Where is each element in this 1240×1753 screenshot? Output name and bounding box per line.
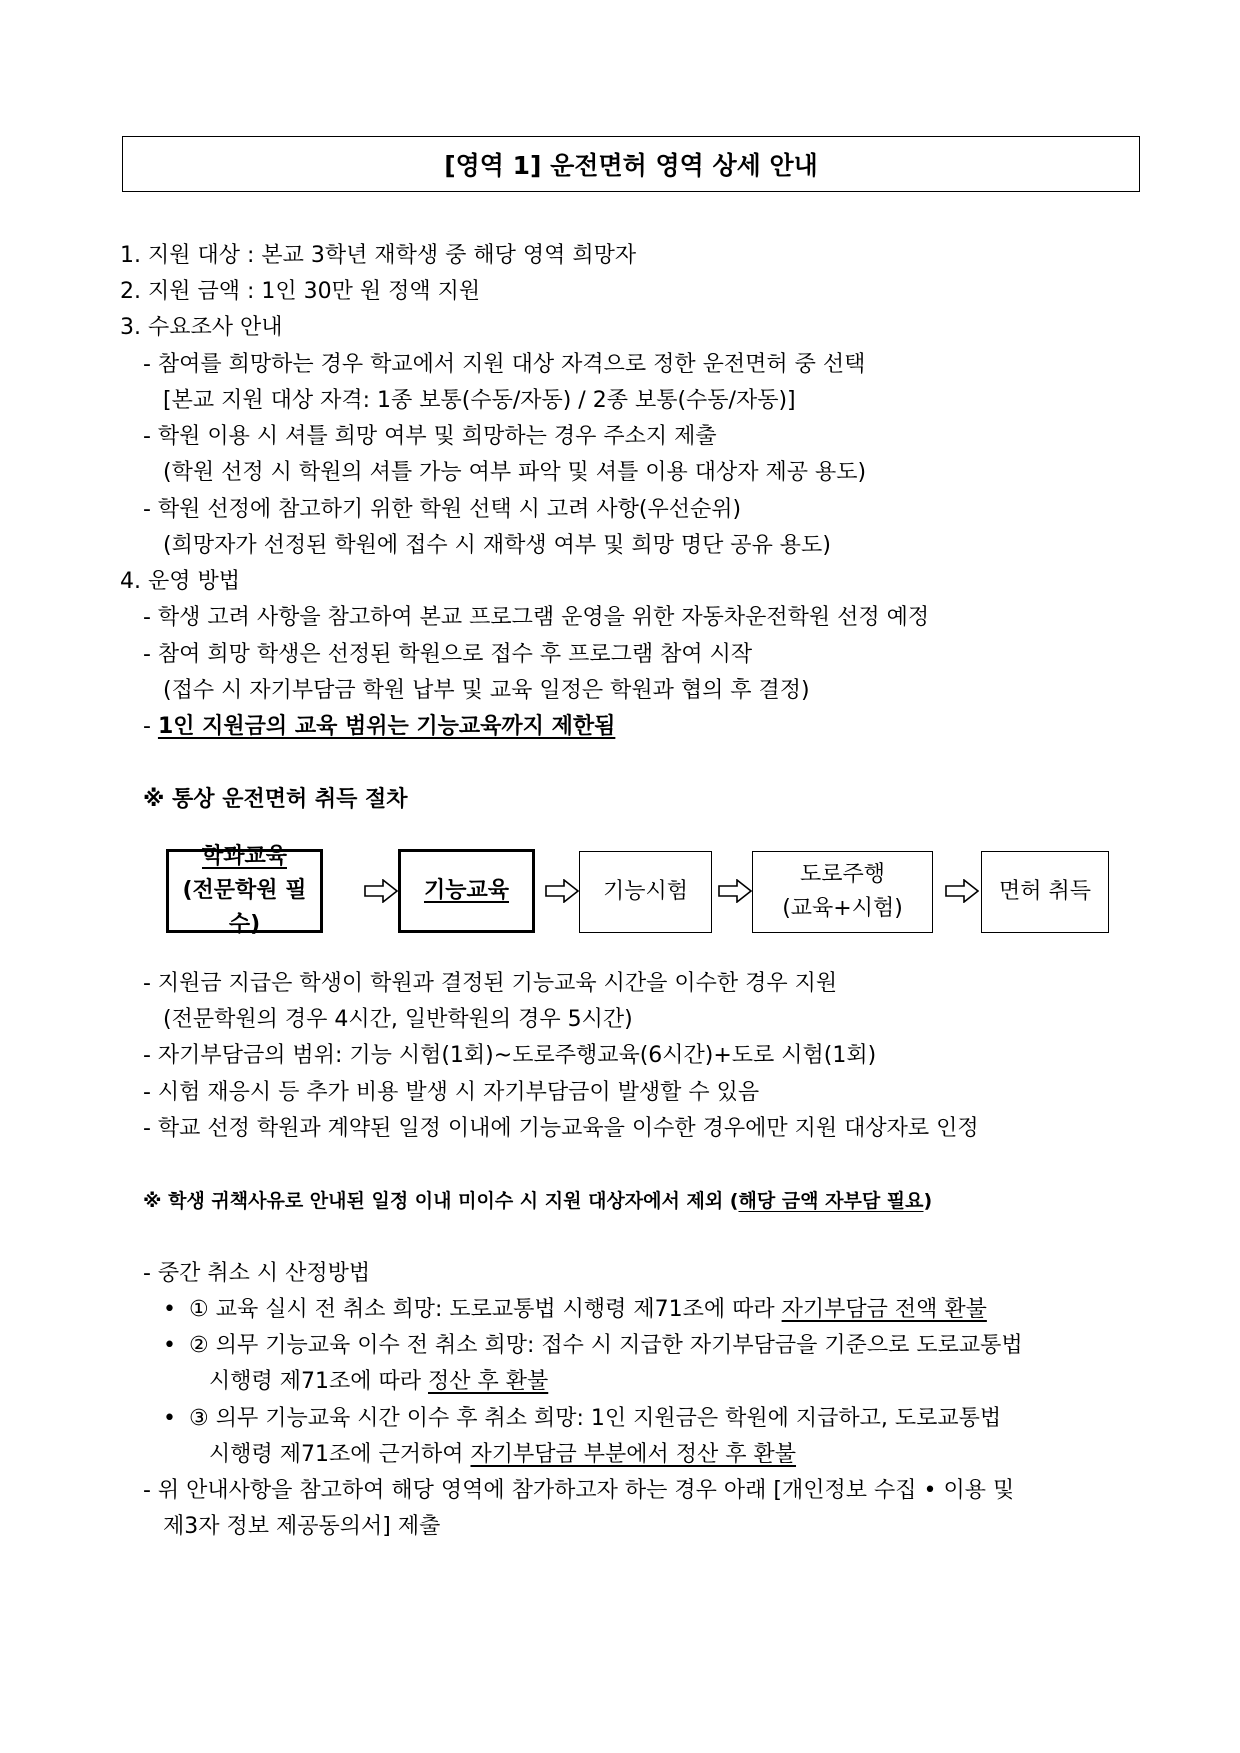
flow-step-label: 도로주행 — [799, 862, 885, 887]
flow-step-skill-test — [579, 851, 712, 933]
cancel-item-text: ③ 의무 기능교육 시간 이수 후 취소 희망: 1인 지원금은 학원에 지급하고, 도로교통법 — [189, 1406, 1002, 1431]
flow-step-label: 기능교육 — [423, 878, 509, 903]
bullet-icon: • — [163, 1333, 176, 1358]
limit-note-dash: - — [143, 714, 158, 739]
flow-step-theory — [166, 844, 323, 937]
cancel-item-text: ① 교육 실시 전 취소 희망: 도로교통법 시행령 제71조에 따라 — [189, 1297, 782, 1322]
support-line-5: - 학교 선정 학원과 계약된 일정 이내에 기능교육을 이수한 경우에만 지원 대상자로 인정 — [143, 1116, 979, 1141]
hollow-right-arrow-icon — [545, 879, 579, 903]
cancel-item-3-cont — [209, 1440, 796, 1470]
procedure-heading: ※ 통상 운전면허 취득 절차 — [143, 787, 408, 812]
flow-step-skill-training — [398, 849, 535, 933]
support-line-2: (전문학원의 경우 4시간, 일반학원의 경우 5시간) — [163, 1007, 633, 1032]
flow-step-label: 학과교육 — [201, 844, 287, 869]
exclusion-note-text: ※ 학생 귀책사유로 안내된 일정 이내 미이수 시 지원 대상자에서 제외 ( — [143, 1190, 739, 1212]
survey-line-4: (학원 선정 시 학원의 셔틀 가능 여부 파악 및 셔틀 이용 대상자 제공 용도) — [163, 460, 867, 485]
bullet-icon: • — [163, 1297, 176, 1322]
survey-line-5: - 학원 선정에 참고하기 위한 학원 선택 시 고려 사항(우선순위) — [143, 497, 742, 522]
flow-step-label: 면허 취득 — [998, 879, 1091, 904]
exclusion-note-underlined: 해당 금액 자부담 필요 — [738, 1190, 924, 1212]
final-line-2: 제3자 정보 제공동의서] 제출 — [163, 1514, 441, 1539]
operation-line-3: (접수 시 자기부담금 학원 납부 및 교육 일정은 학원과 협의 후 결정) — [163, 678, 810, 703]
limit-note-text: 1인 지원금의 교육 범위는 기능교육까지 제한됨 — [157, 714, 616, 739]
page-title: [영역 1] 운전면허 영역 상세 안내 — [122, 136, 1140, 192]
survey-line-2: [본교 지원 대상 자격: 1종 보통(수동/자동) / 2종 보통(수동/자동)] — [163, 388, 796, 413]
cancel-heading: - 중간 취소 시 산정방법 — [143, 1261, 371, 1286]
survey-line-3: - 학원 이용 시 셔틀 희망 여부 및 희망하는 경우 주소지 제출 — [143, 424, 717, 449]
item-operation: 4. 운영 방법 — [120, 569, 240, 594]
flow-step-road-driving — [752, 851, 933, 933]
bullet-icon: • — [163, 1406, 176, 1431]
cancel-item-text: ② 의무 기능교육 이수 전 취소 희망: 접수 시 지급한 자기부담금을 기준으로 도로교통법 — [189, 1333, 1023, 1358]
hollow-right-arrow-icon — [364, 879, 398, 903]
operation-line-2: - 참여 희망 학생은 선정된 학원으로 접수 후 프로그램 참여 시작 — [143, 642, 753, 667]
item-target: 1. 지원 대상 : 본교 3학년 재학생 중 해당 영역 희망자 — [120, 243, 637, 268]
support-line-4: - 시험 재응시 등 추가 비용 발생 시 자기부담금이 발생할 수 있음 — [143, 1080, 760, 1105]
exclusion-note-end: ) — [923, 1190, 933, 1212]
support-line-3: - 자기부담금의 범위: 기능 시험(1회)~도로주행교육(6시간)+도로 시험(1회) — [143, 1043, 877, 1068]
item-amount: 2. 지원 금액 : 1인 30만 원 정액 지원 — [120, 279, 481, 304]
flow-step-sublabel: (교육+시험) — [782, 896, 903, 921]
operation-line-1: - 학생 고려 사항을 참고하여 본교 프로그램 운영을 위한 자동차운전학원 선정 예정 — [143, 605, 930, 630]
cancel-item-text: 시행령 제71조에 근거하여 — [209, 1442, 471, 1467]
flow-step-license — [981, 851, 1109, 933]
cancel-item-2-cont — [209, 1367, 548, 1397]
item-survey: 3. 수요조사 안내 — [120, 315, 283, 340]
exclusion-note — [143, 1186, 932, 1216]
support-line-1: - 지원금 지급은 학생이 학원과 결정된 기능교육 시간을 이수한 경우 지원 — [143, 971, 838, 996]
cancel-item-text: 시행령 제71조에 따라 — [209, 1369, 428, 1394]
cancel-item-1 — [163, 1295, 987, 1325]
hollow-right-arrow-icon — [945, 879, 979, 903]
limit-note — [143, 712, 615, 742]
survey-line-6: (희망자가 선정된 학원에 접수 시 재학생 여부 및 희망 명단 공유 용도) — [163, 533, 831, 558]
hollow-right-arrow-icon — [718, 879, 752, 903]
cancel-item-underlined: 자기부담금 부분에서 정산 후 환불 — [470, 1442, 797, 1467]
cancel-item-underlined: 정산 후 환불 — [428, 1369, 549, 1394]
cancel-item-3 — [163, 1404, 1001, 1434]
survey-line-1: - 참여를 희망하는 경우 학교에서 지원 대상 자격으로 정한 운전면허 중 선택 — [143, 352, 866, 377]
flow-step-label: 기능시험 — [602, 879, 688, 904]
final-line-1: - 위 안내사항을 참고하여 해당 영역에 참가하고자 하는 경우 아래 [개인정보 수집 • 이용 및 — [143, 1478, 1015, 1503]
cancel-item-underlined: 자기부담금 전액 환불 — [781, 1297, 987, 1322]
cancel-item-2 — [163, 1331, 1023, 1361]
flow-step-sublabel: (전문학원 필수) — [182, 878, 307, 937]
